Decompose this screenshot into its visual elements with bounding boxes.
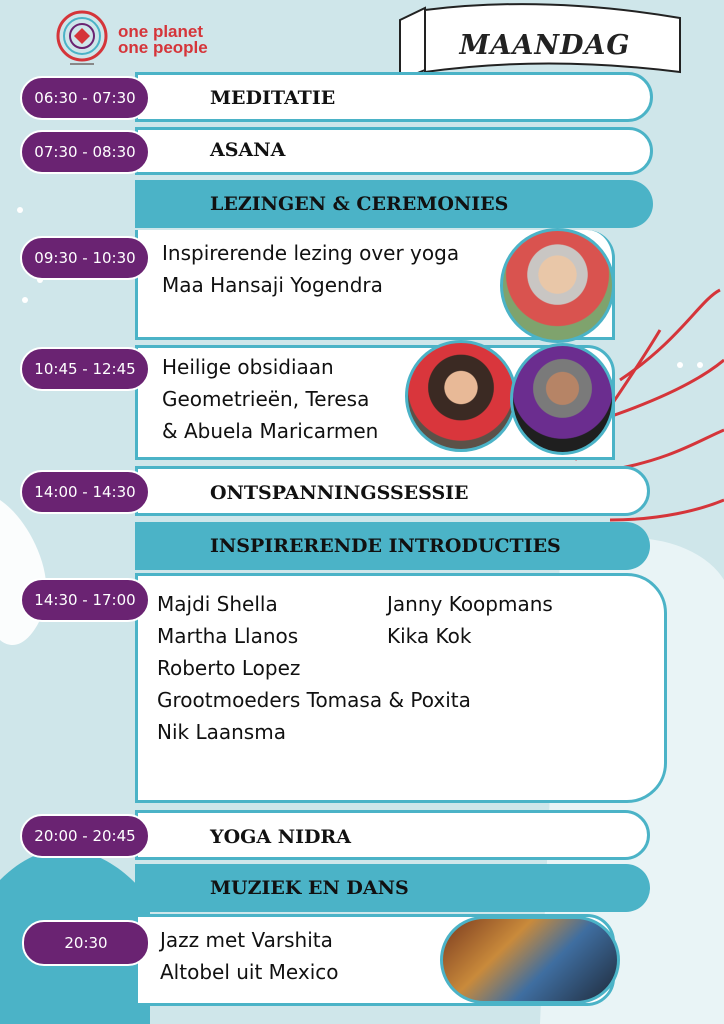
intro-name: Kika Kok: [387, 624, 472, 648]
title-ontspanning: ONTSPANNINGSSESSIE: [210, 482, 469, 504]
title-yoga-nidra: YOGA NIDRA: [210, 826, 351, 848]
day-title: MAANDAG: [459, 30, 631, 61]
time-yoga-nidra: 20:00 - 20:45: [20, 814, 150, 858]
header-intro-text: INSPIRERENDE INTRODUCTIES: [210, 535, 561, 557]
intro-col2: [387, 588, 553, 652]
intro-name: Janny Koopmans: [387, 592, 553, 616]
header-lezingen-text: LEZINGEN & CEREMONIES: [210, 193, 509, 215]
time-asana: 07:30 - 08:30: [20, 130, 150, 174]
time-lezing2: 10:45 - 12:45: [20, 347, 150, 391]
logo-text: [118, 24, 208, 56]
lezing1-line2: Maa Hansaji Yogendra: [162, 273, 383, 297]
lezing1-text: [162, 237, 459, 301]
lezing2-text: [162, 351, 378, 447]
intro-name: Nik Laansma: [157, 720, 286, 744]
muziek-line1: Jazz met Varshita: [160, 928, 333, 952]
muziek-line2: Altobel uit Mexico: [160, 960, 339, 984]
lezing2-line1: Heilige obsidiaan: [162, 355, 334, 379]
time-muziek: 20:30: [22, 920, 150, 966]
logo-line2: one people: [118, 38, 208, 57]
lezing2-line2: Geometrieën, Teresa: [162, 387, 370, 411]
photo-maricarmen: [510, 343, 615, 455]
title-asana: ASANA: [210, 139, 286, 161]
intro-name: Martha Llanos: [157, 624, 299, 648]
intro-name: Majdi Shella: [157, 592, 278, 616]
intro-name: Grootmoeders Tomasa & Poxita: [157, 688, 471, 712]
intro-name: Roberto Lopez: [157, 656, 301, 680]
time-meditatie: 06:30 - 07:30: [20, 76, 150, 120]
logo-line1: one planet: [118, 22, 204, 41]
lezing1-line1: Inspirerende lezing over yoga: [162, 241, 460, 265]
photo-musicians: [440, 916, 620, 1004]
time-lezing1: 09:30 - 10:30: [20, 236, 150, 280]
photo-hansaji: [500, 228, 615, 343]
muziek-text: [160, 924, 339, 988]
time-intro: 14:30 - 17:00: [20, 578, 150, 622]
header-muziek-text: MUZIEK EN DANS: [210, 877, 409, 899]
lezing2-line3: & Abuela Maricarmen: [162, 419, 379, 443]
title-meditatie: MEDITATIE: [210, 87, 336, 109]
photo-teresa: [405, 340, 517, 452]
time-ontspanning: 14:00 - 14:30: [20, 470, 150, 514]
